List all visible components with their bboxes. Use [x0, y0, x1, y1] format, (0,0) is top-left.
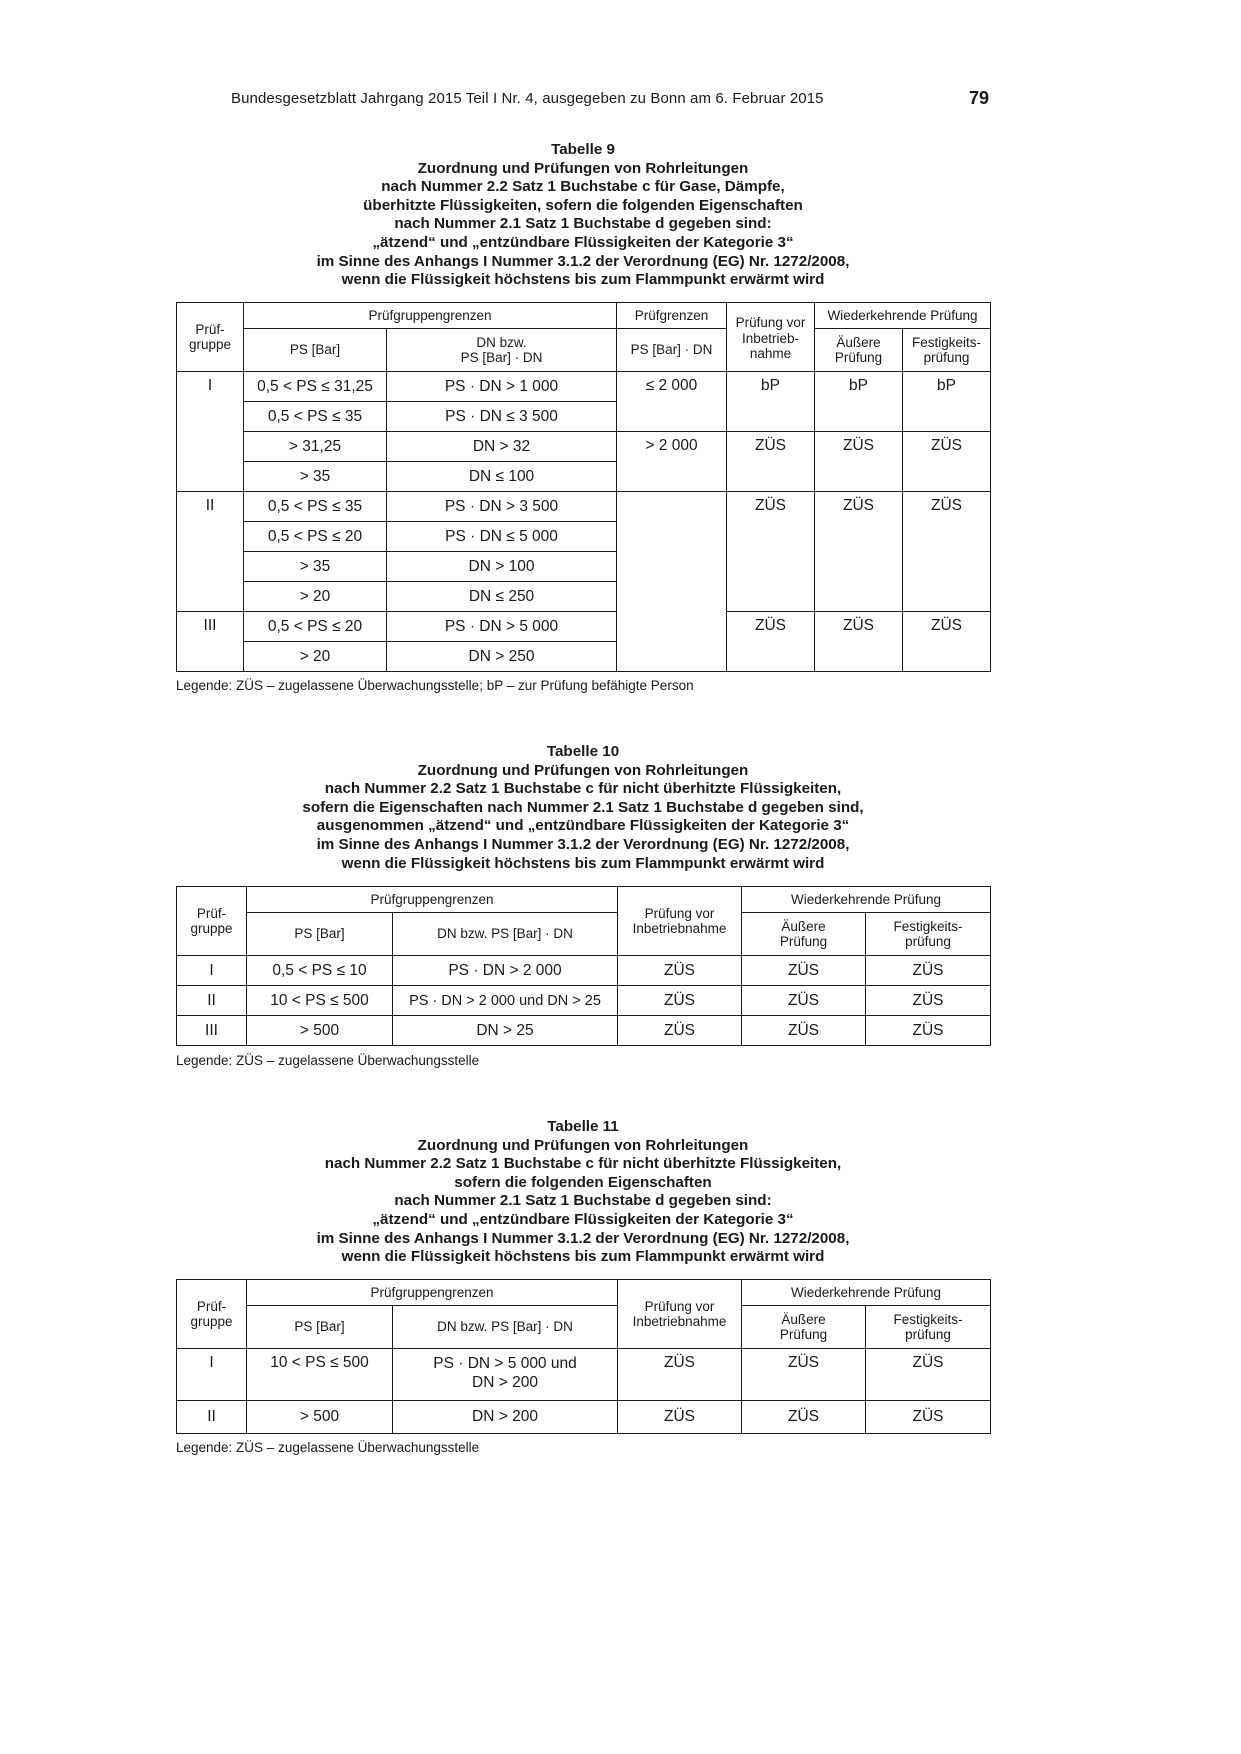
dn-cell: DN ≤ 100	[387, 462, 617, 492]
dn-cell: PS · DN > 2 000 und DN > 25	[393, 986, 618, 1016]
caption-line: „ätzend“ und „entzündbare Flüssigkeiten der Kategorie 3“	[372, 233, 794, 251]
ps-cell: 10 < PS ≤ 500	[247, 1349, 393, 1401]
table-9	[176, 302, 991, 672]
header-festigkeitspruefung: Festigkeits- prüfung	[903, 329, 991, 372]
caption-line: im Sinne des Anhangs I Nummer 3.1.2 der Verordnung (EG) Nr. 1272/2008,	[316, 252, 850, 270]
pruefgrenze-cell: > 2 000	[617, 432, 727, 492]
table-11-legend: Legende: ZÜS – zugelassene Überwachungsstelle	[176, 1440, 480, 1455]
table-9-caption	[176, 141, 990, 290]
caption-line: überhitzte Flüssigkeiten, sofern die folgenden Eigenschaften	[363, 196, 803, 214]
caption-line: Zuordnung und Prüfungen von Rohrleitungen	[417, 159, 749, 177]
table-11-caption	[176, 1118, 990, 1267]
caption-line: Tabelle 11	[547, 1118, 619, 1135]
group-cell: III	[177, 1016, 247, 1046]
caption-line: Zuordnung und Prüfungen von Rohrleitungen	[417, 761, 749, 779]
ps-cell: 0,5 < PS ≤ 35	[244, 492, 387, 522]
header-pruefgrenzen: Prüfgrenzen	[617, 303, 727, 329]
dn-cell: PS · DN > 3 500	[387, 492, 617, 522]
ps-cell: > 500	[247, 1016, 393, 1046]
table-row	[177, 956, 991, 986]
ps-cell: > 500	[247, 1401, 393, 1434]
group-cell: III	[177, 612, 244, 672]
header-festigkeitspruefung: Festigkeits- prüfung	[866, 1306, 991, 1349]
group-cell: I	[177, 372, 244, 492]
header-festigkeitspruefung: Festigkeits- prüfung	[866, 913, 991, 956]
dn-cell: PS · DN ≤ 3 500	[387, 402, 617, 432]
caption-line: sofern die Eigenschaften nach Nummer 2.1 Satz 1 Buchstabe d gegeben sind,	[302, 798, 864, 816]
header-wiederkehrende-pruefung: Wiederkehrende Prüfung	[742, 1280, 991, 1306]
caption-line: nach Nummer 2.1 Satz 1 Buchstabe d gegeben sind:	[394, 215, 772, 233]
pruefer-cell: ZÜS	[727, 432, 815, 492]
group-cell: II	[177, 986, 247, 1016]
pruefer-cell: ZÜS	[866, 986, 991, 1016]
pruefgrenze-cell: ≤ 2 000	[617, 372, 727, 432]
header-pruefung-vor-inbetriebnahme: Prüfung vor Inbetrieb- nahme	[727, 303, 815, 372]
table-row	[177, 492, 991, 522]
header-dn: DN bzw. PS [Bar] · DN	[393, 913, 618, 956]
header-pruefung-vor-inbetriebnahme: Prüfung vor Inbetriebnahme	[618, 1280, 742, 1349]
caption-line: Tabelle 10	[546, 743, 620, 760]
header-aeussere-pruefung: Äußere Prüfung	[742, 1306, 866, 1349]
ps-cell: 0,5 < PS ≤ 10	[247, 956, 393, 986]
dn-cell: PS · DN > 5 000 und DN > 200	[393, 1349, 618, 1401]
pruefgrenze-cell-empty	[617, 492, 727, 672]
pruefer-cell: ZÜS	[618, 1401, 742, 1434]
dn-cell: PS · DN ≤ 5 000	[387, 522, 617, 552]
header-ps-bar: PS [Bar]	[247, 913, 393, 956]
pruefer-cell: ZÜS	[866, 956, 991, 986]
dn-cell: DN > 100	[387, 552, 617, 582]
group-cell: II	[177, 492, 244, 612]
caption-line: im Sinne des Anhangs I Nummer 3.1.2 der Verordnung (EG) Nr. 1272/2008,	[316, 835, 850, 853]
pruefer-cell: ZÜS	[815, 612, 903, 672]
pruefer-cell: ZÜS	[618, 1016, 742, 1046]
header-wiederkehrende-pruefung: Wiederkehrende Prüfung	[742, 887, 991, 913]
ps-cell: 0,5 < PS ≤ 31,25	[244, 372, 387, 402]
pruefer-cell: ZÜS	[742, 986, 866, 1016]
caption-line: wenn die Flüssigkeit höchstens bis zum Flammpunkt erwärmt wird	[341, 271, 825, 289]
pruefer-cell: ZÜS	[866, 1401, 991, 1434]
ps-cell: > 20	[244, 582, 387, 612]
table-row	[177, 372, 991, 402]
caption-line: nach Nummer 2.2 Satz 1 Buchstabe c für nicht überhitzte Flüssigkeiten,	[324, 1155, 842, 1173]
pruefer-cell: ZÜS	[742, 1016, 866, 1046]
group-cell: I	[177, 956, 247, 986]
caption-line: Zuordnung und Prüfungen von Rohrleitungen	[417, 1136, 749, 1154]
caption-line: wenn die Flüssigkeit höchstens bis zum Flammpunkt erwärmt wird	[341, 854, 825, 872]
pruefer-cell: ZÜS	[815, 492, 903, 612]
dn-cell: DN > 32	[387, 432, 617, 462]
dn-cell: DN > 25	[393, 1016, 618, 1046]
table-row	[177, 986, 991, 1016]
header-aeussere-pruefung: Äußere Prüfung	[815, 329, 903, 372]
caption-line: nach Nummer 2.2 Satz 1 Buchstabe c für Gase, Dämpfe,	[381, 178, 785, 196]
table-row	[177, 1349, 991, 1401]
pruefer-cell: ZÜS	[815, 432, 903, 492]
table-10-legend: Legende: ZÜS – zugelassene Überwachungsstelle	[176, 1053, 480, 1068]
pruefer-cell: ZÜS	[742, 1349, 866, 1401]
header-ps-bar: PS [Bar]	[244, 329, 387, 372]
table-9-legend: Legende: ZÜS – zugelassene Überwachungsstelle; bP – zur Prüfung befähigte Person	[176, 678, 694, 693]
header-pruefgruppe: Prüf- gruppe	[177, 1280, 247, 1349]
header-pruefgruppe: Prüf- gruppe	[177, 887, 247, 956]
header-pruefgruppengrenzen: Prüfgruppengrenzen	[247, 1280, 618, 1306]
caption-line: nach Nummer 2.1 Satz 1 Buchstabe d gegeben sind:	[394, 1192, 772, 1210]
header-dn: DN bzw. PS [Bar] · DN	[387, 329, 617, 372]
pruefer-cell: ZÜS	[866, 1016, 991, 1046]
header-ps-bar: PS [Bar]	[247, 1306, 393, 1349]
pruefer-cell: ZÜS	[618, 1349, 742, 1401]
dn-cell: DN ≤ 250	[387, 582, 617, 612]
caption-line: wenn die Flüssigkeit höchstens bis zum Flammpunkt erwärmt wird	[341, 1248, 825, 1266]
header-aeussere-pruefung: Äußere Prüfung	[742, 913, 866, 956]
pruefer-cell: ZÜS	[727, 612, 815, 672]
ps-cell: > 31,25	[244, 432, 387, 462]
caption-line: nach Nummer 2.2 Satz 1 Buchstabe c für nicht überhitzte Flüssigkeiten,	[324, 780, 842, 798]
caption-line: sofern die folgenden Eigenschaften	[454, 1173, 712, 1191]
table-row	[177, 1401, 991, 1434]
ps-cell: > 20	[244, 642, 387, 672]
running-head: Bundesgesetzblatt Jahrgang 2015 Teil I Nr. 4, ausgegeben zu Bonn am 6. Februar 2015	[231, 90, 824, 107]
pruefer-cell: bP	[903, 372, 991, 432]
pruefer-cell: ZÜS	[903, 432, 991, 492]
pruefer-cell: ZÜS	[903, 612, 991, 672]
pruefer-cell: bP	[815, 372, 903, 432]
group-cell: I	[177, 1349, 247, 1401]
pruefer-cell: ZÜS	[903, 492, 991, 612]
header-pruefgruppe: Prüf- gruppe	[177, 303, 244, 372]
caption-line: ausgenommen „ätzend“ und „entzündbare Flüssigkeiten der Kategorie 3“	[316, 817, 850, 835]
page-number: 79	[969, 88, 990, 108]
table-row	[177, 432, 991, 462]
caption-line: im Sinne des Anhangs I Nummer 3.1.2 der Verordnung (EG) Nr. 1272/2008,	[316, 1229, 850, 1247]
dn-cell: PS · DN > 5 000	[387, 612, 617, 642]
dn-cell: DN > 250	[387, 642, 617, 672]
ps-cell: 0,5 < PS ≤ 20	[244, 522, 387, 552]
pruefer-cell: ZÜS	[742, 1401, 866, 1434]
header-dn: DN bzw. PS [Bar] · DN	[393, 1306, 618, 1349]
pruefer-cell: ZÜS	[866, 1349, 991, 1401]
pruefer-cell: ZÜS	[618, 956, 742, 986]
header-ps-dn: PS [Bar] · DN	[617, 329, 727, 372]
dn-cell: DN > 200	[393, 1401, 618, 1434]
pruefer-cell: bP	[727, 372, 815, 432]
pruefer-cell: ZÜS	[742, 956, 866, 986]
ps-cell: > 35	[244, 552, 387, 582]
pruefer-cell: ZÜS	[727, 492, 815, 612]
table-10	[176, 886, 991, 1046]
ps-cell: 10 < PS ≤ 500	[247, 986, 393, 1016]
header-pruefgruppengrenzen: Prüfgruppengrenzen	[247, 887, 618, 913]
table-10-caption	[176, 743, 990, 873]
table-11	[176, 1279, 991, 1434]
group-cell: II	[177, 1401, 247, 1434]
dn-cell: PS · DN > 2 000	[393, 956, 618, 986]
caption-line: „ätzend“ und „entzündbare Flüssigkeiten der Kategorie 3“	[372, 1210, 794, 1228]
caption-line: Tabelle 9	[551, 141, 615, 158]
ps-cell: 0,5 < PS ≤ 35	[244, 402, 387, 432]
ps-cell: > 35	[244, 462, 387, 492]
dn-cell: PS · DN > 1 000	[387, 372, 617, 402]
header-pruefung-vor-inbetriebnahme: Prüfung vor Inbetriebnahme	[618, 887, 742, 956]
table-row	[177, 612, 991, 642]
header-pruefgruppengrenzen: Prüfgruppengrenzen	[244, 303, 617, 329]
ps-cell: 0,5 < PS ≤ 20	[244, 612, 387, 642]
table-row	[177, 1016, 991, 1046]
pruefer-cell: ZÜS	[618, 986, 742, 1016]
header-wiederkehrende-pruefung: Wiederkehrende Prüfung	[815, 303, 991, 329]
